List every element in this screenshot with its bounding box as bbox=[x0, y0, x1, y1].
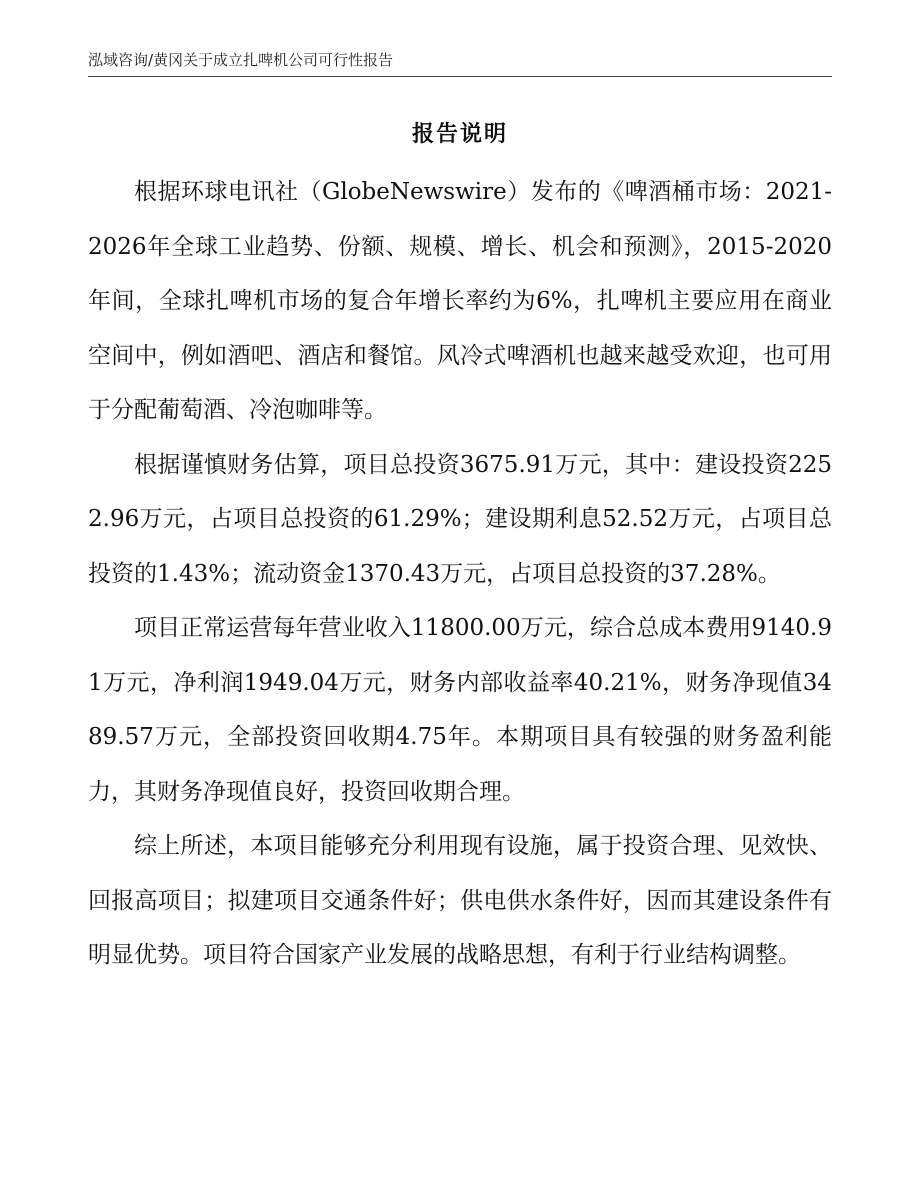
paragraph-investment-estimate: 根据谨慎财务估算，项目总投资3675.91万元，其中：建设投资2252.96万元，占项目总投资的61.29%；建设期利息52.52万元，占项目总投资的1.43%；流动资金1370.43万元，占项目总投资的37.28%。 bbox=[88, 451, 832, 587]
document-body bbox=[88, 165, 832, 983]
paragraph-conclusion: 综上所述，本项目能够充分利用现有设施，属于投资合理、见效快、回报高项目；拟建项目交通条件好；供电供水条件好，因而其建设条件有明显优势。项目符合国家产业发展的战略思想，有利于行业结构调整。 bbox=[88, 833, 832, 968]
running-header: 泓域咨询/黄冈关于成立扎啤机公司可行性报告 bbox=[88, 51, 394, 69]
paragraph-financial-returns: 项目正常运营每年营业收入11800.00万元，综合总成本费用9140.91万元，净利润1949.04万元，财务内部收益率40.21%，财务净现值3489.57万元，全部投资回收期4.75年。本期项目具有较强的财务盈利能力，其财务净现值良好，投资回收期合理。 bbox=[88, 615, 832, 805]
section-title: 报告说明 bbox=[411, 122, 508, 147]
header-divider bbox=[88, 76, 832, 77]
paragraph-market-background: 根据环球电讯社（GlobeNewswire）发布的《啤酒桶市场：2021-2026年全球工业趋势、份额、规模、增长、机会和预测》，2015-2020年间，全球扎啤机市场的复合年增长率约为6%，扎啤机主要应用在商业空间中，例如酒吧、酒店和餐馆。风冷式啤酒机也越来越受欢迎，也可用于分配葡萄酒、冷泡咖啡等。 bbox=[88, 179, 832, 423]
